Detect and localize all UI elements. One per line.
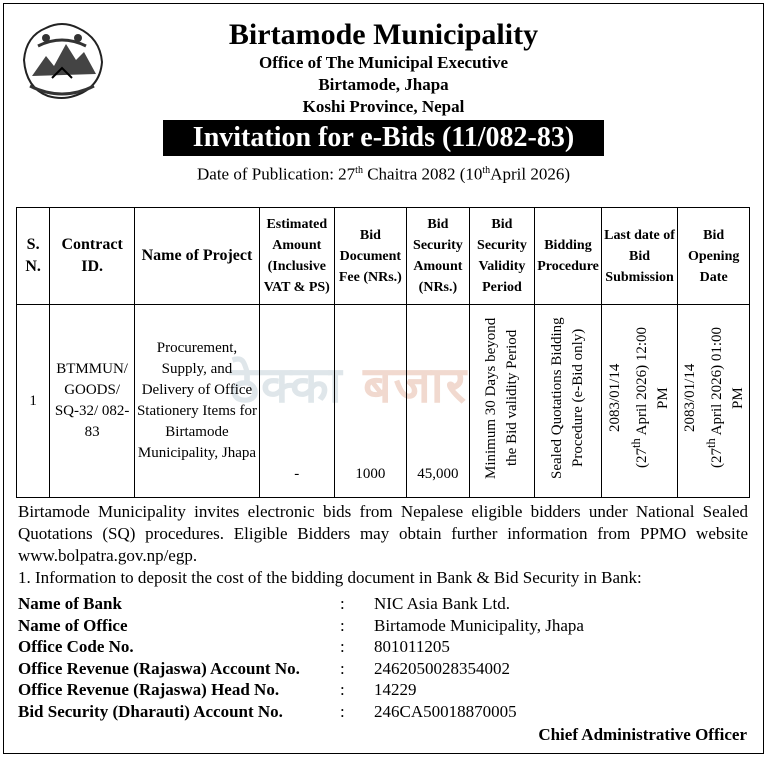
header [4,18,763,186]
invitation-banner: Invitation for e-Bids (11/082-83) [163,120,604,156]
cell-security-amount: 45,000 [407,305,470,498]
bank-row: Office Revenue (Rajaswa) Account No. : 2462050028354002 [18,658,510,678]
bank-row: Bid Security (Dharauti) Account No. : 246CA50018870005 [18,701,517,721]
cell-estimated-amount: - [259,305,334,498]
cell-validity-period: Minimum 30 Days beyond the Bid validity Period [469,305,535,498]
invitation-paragraph: Birtamode Municipality invites electronic bids from Nepalese eligible bidders under National Sealed Quotations (SQ) procedures. Eligible Bidders may obtain further information from PPMO website www.bolpatra.gov.np/egp. [18,502,748,565]
province: Koshi Province, Nepal [302,97,465,116]
bank-row: Office Code No. : 801011205 [18,637,450,656]
municipality-title: Birtamode Municipality [228,18,539,51]
col-security-amount: Bid Security Amount (NRs.) [407,208,470,305]
col-submission: Last date of Bid Submission [601,208,678,305]
notice-page [3,3,764,754]
col-opening: Bid Opening Date [678,208,750,305]
cell-sn: 1 [17,305,50,498]
signature: Chief Administrative Officer [538,725,747,744]
bank-info-heading: 1. Information to deposit the cost of the bidding document in Bank & Bid Security in Bank: [18,568,642,587]
col-validity-period: Bid Security Validity Period [469,208,535,305]
bid-table [16,207,750,498]
cell-procedure: Sealed Quotations Bidding Procedure (e-Bid only) [535,305,602,498]
cell-contract-id: BTMMUN/ GOODS/ SQ-32/ 082-83 [50,305,135,498]
publication-date: Date of Publication: 27th Chaitra 2082 (10thApril 2026) [197,164,570,184]
col-contract-id: Contract ID. [50,208,135,305]
table-row [17,305,750,498]
cell-document-fee: 1000 [334,305,407,498]
bank-details [18,593,584,722]
bank-row: Office Revenue (Rajaswa) Head No. : 14229 [18,680,417,699]
bank-row: Name of Bank : NIC Asia Bank Ltd. [18,594,510,613]
cell-opening: 2083/01/14 (27th April 2026) 01:00 PM [678,305,750,498]
office-location: Birtamode, Jhapa [318,75,449,94]
office-name: Office of The Municipal Executive [259,53,508,72]
col-estimated-amount: Estimated Amount (Inclusive VAT & PS) [259,208,334,305]
cell-submission: 2083/01/14 (27th April 2026) 12:00 PM [601,305,678,498]
col-procedure: Bidding Procedure [535,208,602,305]
col-document-fee: Bid Document Fee (NRs.) [334,208,407,305]
table-header-row [17,208,750,305]
col-sn: S. N. [17,208,50,305]
bank-row: Name of Office : Birtamode Municipality, Jhapa [18,615,584,635]
col-project: Name of Project [134,208,259,305]
cell-project: Procurement, Supply, and Delivery of Office Stationery Items for Birtamode Municipality, Jhapa [134,305,259,498]
watermark: ठेक्का बजार [230,356,469,414]
